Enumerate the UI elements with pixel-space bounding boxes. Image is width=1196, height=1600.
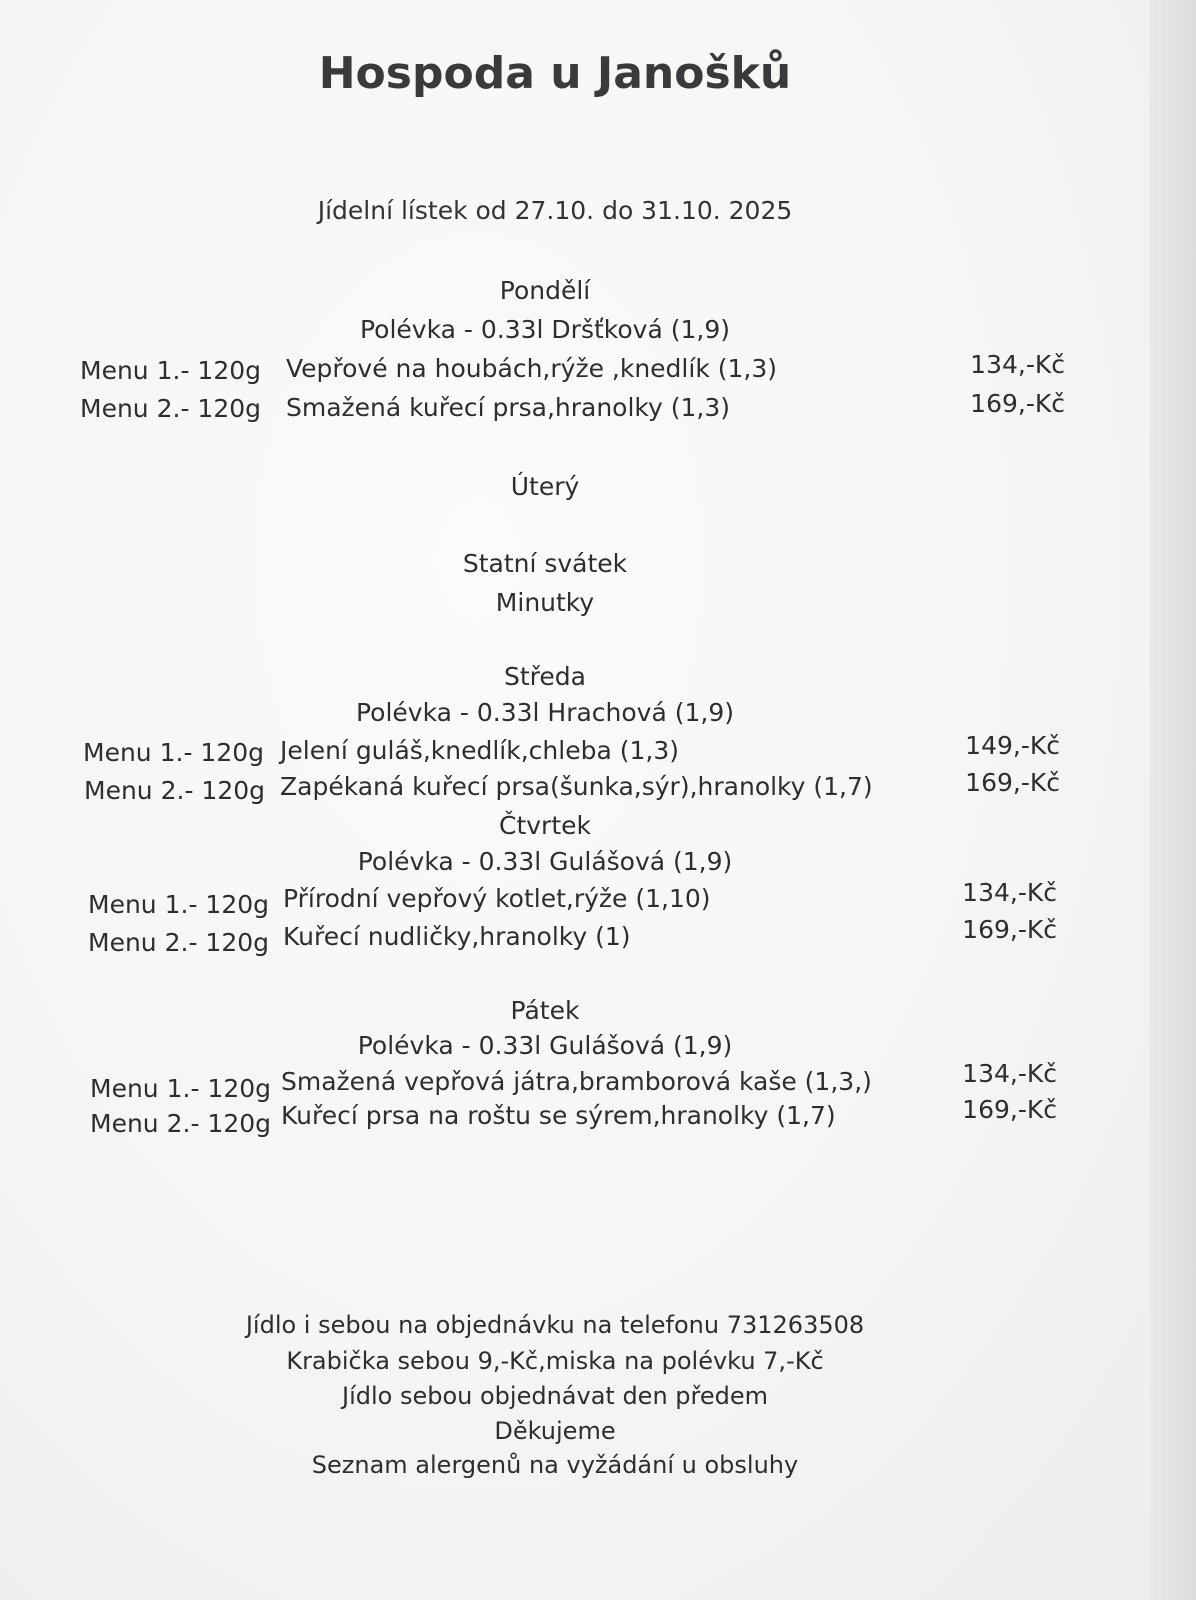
menu-price: 134,-Kč <box>962 878 1057 907</box>
soup-wednesday: Polévka - 0.33l Hrachová (1,9) <box>355 698 735 727</box>
menu-label: Menu 2.- 120g <box>80 394 261 423</box>
day-heading-friday: Pátek <box>510 996 580 1025</box>
menu-dish: Jelení guláš,knedlík,chleba (1,3) <box>280 736 679 765</box>
menu-price: 134,-Kč <box>962 1059 1057 1088</box>
soup-monday: Polévka - 0.33l Dršťková (1,9) <box>360 315 730 344</box>
menu-label: Menu 1.- 120g <box>90 1074 271 1103</box>
menu-dish: Vepřové na houbách,rýže ,knedlík (1,3) <box>286 354 778 383</box>
menu-dish: Smažená kuřecí prsa,hranolky (1,3) <box>286 393 731 422</box>
paper-edge-shadow <box>1150 0 1196 1600</box>
day-heading-wednesday: Středa <box>504 662 586 691</box>
day-heading-tuesday: Úterý <box>510 472 580 501</box>
menu-dish: Kuřecí nudličky,hranolky (1) <box>283 922 631 951</box>
menu-price: 149,-Kč <box>965 731 1060 760</box>
soup-thursday: Polévka - 0.33l Gulášová (1,9) <box>357 847 733 876</box>
footer-order-ahead: Jídlo sebou objednávat den předem <box>342 1382 768 1410</box>
menu-price: 169,-Kč <box>970 389 1065 418</box>
menu-price: 169,-Kč <box>965 768 1060 797</box>
menu-label: Menu 1.- 120g <box>88 890 269 919</box>
menu-dish: Kuřecí prsa na roštu se sýrem,hranolky (1,7) <box>281 1101 836 1130</box>
menu-label: Menu 1.- 120g <box>83 738 264 767</box>
menu-price: 134,-Kč <box>970 350 1065 379</box>
footer-box-price: Krabička sebou 9,-Kč,miska na polévku 7,-Kč <box>286 1347 824 1375</box>
menu-label: Menu 2.- 120g <box>84 776 265 805</box>
menu-label: Menu 2.- 120g <box>90 1109 271 1138</box>
menu-dish: Smažená vepřová játra,bramborová kaše (1,3,) <box>281 1067 872 1096</box>
footer-thanks: Děkujeme <box>494 1417 616 1445</box>
menu-label: Menu 1.- 120g <box>80 356 261 385</box>
menu-date-range: Jídelní lístek od 27.10. do 31.10. 2025 <box>317 196 793 225</box>
footer-allergens: Seznam alergenů na vyžádání u obsluhy <box>311 1451 799 1479</box>
holiday-note: Minutky <box>495 588 595 617</box>
day-heading-thursday: Čtvrtek <box>499 811 591 840</box>
menu-dish: Přírodní vepřový kotlet,rýže (1,10) <box>283 884 711 913</box>
menu-price: 169,-Kč <box>962 915 1057 944</box>
menu-dish: Zapékaná kuřecí prsa(šunka,sýr),hranolky (1,7) <box>280 772 873 801</box>
footer-order-phone: Jídlo i sebou na objednávku na telefonu 731263508 <box>245 1311 865 1339</box>
menu-price: 169,-Kč <box>962 1095 1057 1124</box>
soup-friday: Polévka - 0.33l Gulášová (1,9) <box>357 1031 733 1060</box>
holiday-note: Statní svátek <box>462 549 628 578</box>
restaurant-name: Hospoda u Janošků <box>318 48 792 99</box>
menu-label: Menu 2.- 120g <box>88 928 269 957</box>
day-heading-monday: Pondělí <box>499 276 591 305</box>
